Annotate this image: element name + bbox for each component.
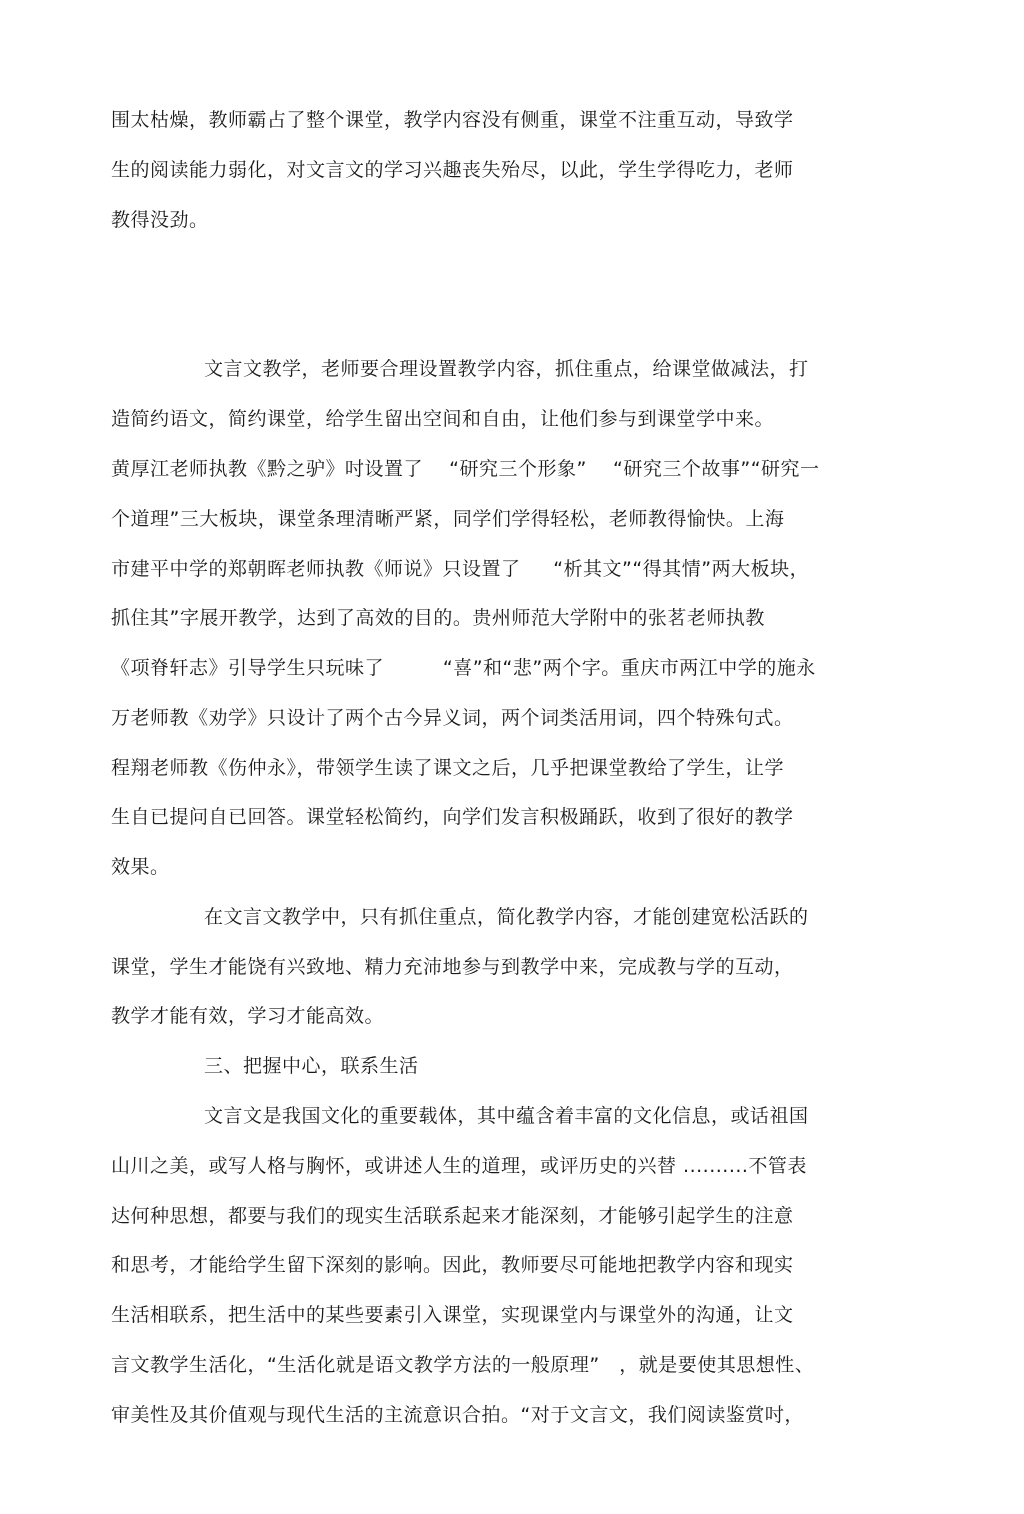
text-line: 效果。 <box>111 856 170 878</box>
paragraph-start: 在文言文教学中，只有抓住重点，简化教学内容，才能创建宽松活跃的 <box>204 906 809 928</box>
text-line: 万老师教《劝学》只设计了两个古今异义词，两个词类活用词，四个特殊句式。 <box>111 707 794 729</box>
text-line: 言文教学生活化，“生活化就是语文教学方法的一般原理” ，就是要使其思想性、 <box>111 1354 815 1376</box>
text-line: 围太枯燥，教师霸占了整个课堂，教学内容没有侧重，课堂不注重互动，导致学 <box>111 109 794 131</box>
text-line: 黄厚江老师执教《黔之驴》吋设置了 “研究三个形象” “研究三个故事”“研究一 <box>111 458 820 480</box>
text-line: 《项脊轩志》引导学生只玩味了 “喜”和“悲”两个字。重庆市两江中学的施永 <box>111 657 816 679</box>
section-heading: 三、把握中心，联系生活 <box>204 1055 419 1077</box>
text-line: 市建平中学的郑朝晖老师执教《师说》只设置了 “析其文”“得其情”两大板块， <box>111 558 810 580</box>
text-line: 和思考，才能给学生留下深刻的影响。因此，教师要尽可能地把教学内容和现实 <box>111 1254 794 1276</box>
paragraph-start: 文言文教学，老师要合理设置教学内容，抓住重点，给课堂做减法，打 <box>204 358 809 380</box>
text-line: 造简约语文，简约课堂，给学生留出空间和自由，让他们参与到课堂学中来。 <box>111 408 775 430</box>
paragraph-start: 文言文是我国文化的重要载体，其中蕴含着丰富的文化信息，或话祖国 <box>204 1105 809 1127</box>
text-line: 达何种思想，都要与我们的现实生活联系起来才能深刻，才能够引起学生的注意 <box>111 1205 794 1227</box>
text-line: 生自已提问自已回答。课堂轻松简约，向学们发言积极踊跃，收到了很好的教学 <box>111 806 794 828</box>
text-line: 个道理”三大板块，课堂条理清晰严紧，同学们学得轻松，老师教得愉快。上海 <box>111 508 785 530</box>
text-line: 抓住其”字展开教学，达到了高效的目的。贵州师范大学附中的张茗老师执教 <box>111 607 765 629</box>
text-line: 课堂，学生才能饶有兴致地、精力充沛地参与到教学中来，完成教与学的互动， <box>111 956 794 978</box>
text-line: 审美性及其价值观与现代生活的主流意识合拍。“对于文言文，我们阅读鉴赏吋， <box>111 1404 804 1426</box>
text-line: 程翔老师教《伤仲永》，带领学生读了课文之后，几乎把课堂教给了学生，让学 <box>111 757 785 779</box>
text-line: 生活相联系，把生活中的某些要素引入课堂，实现课堂内与课堂外的沟通，让文 <box>111 1304 794 1326</box>
text-line: 生的阅读能力弱化，对文言文的学习兴趣丧失殆尽，以此，学生学得吃力，老师 <box>111 159 794 181</box>
text-line: 教得没劲。 <box>111 209 209 231</box>
text-line: 山川之美，或写人格与胸怀，或讲述人生的道理，或评历史的兴替 ..........不管表 <box>111 1155 807 1177</box>
text-line: 教学才能有效，学习才能高效。 <box>111 1005 385 1027</box>
